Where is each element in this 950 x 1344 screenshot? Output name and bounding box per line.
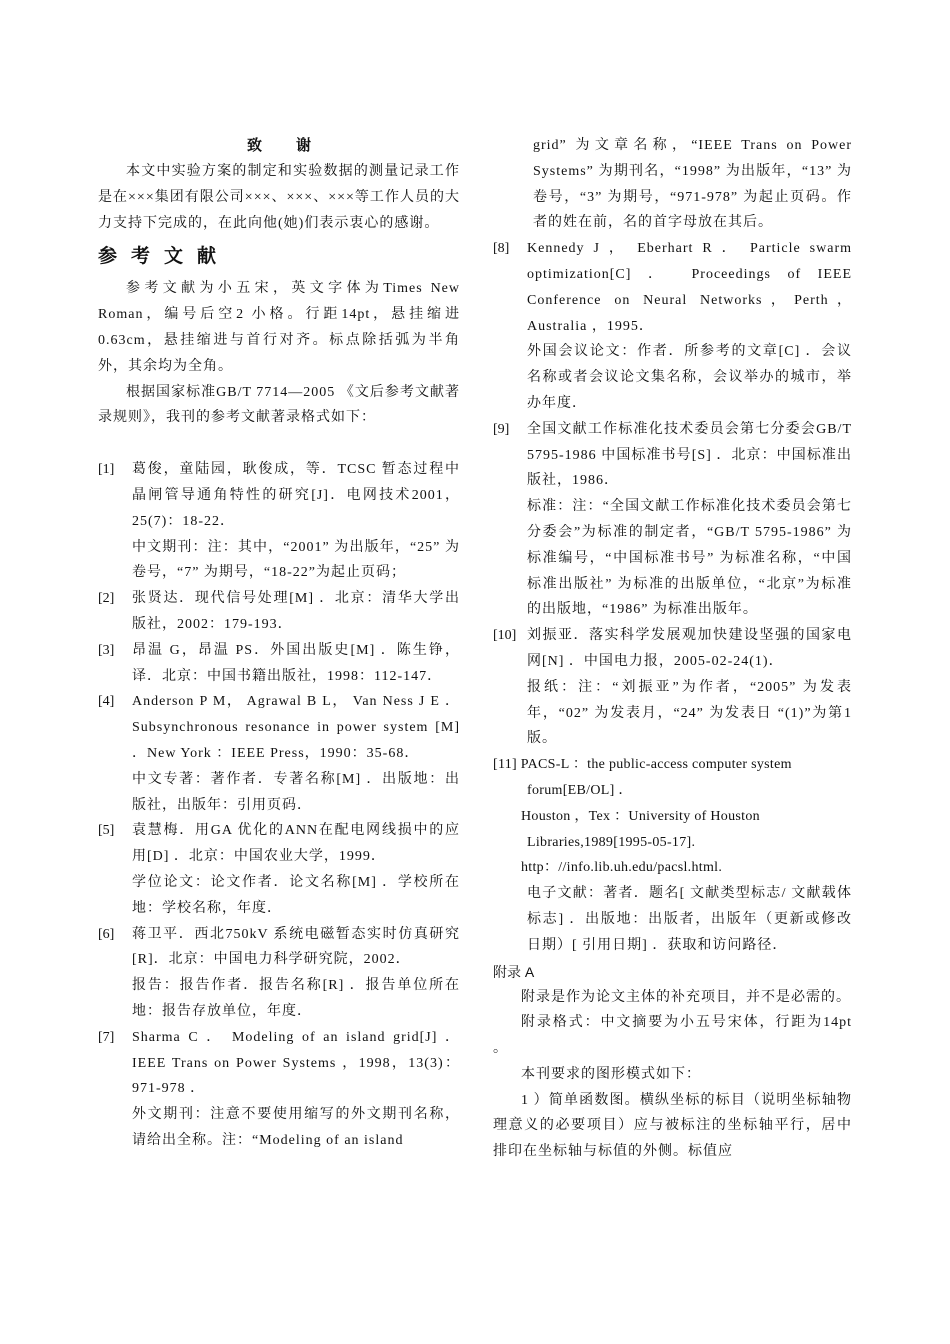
reference-item <box>493 623 852 675</box>
reference-number: [4] <box>98 694 115 710</box>
reference-text: Anderson P M， Agrawal B L， Van Ness J E ． Subsynchronous resonance in power system [M] ．New York ：IEEE Press，1990：35-68． <box>132 694 460 761</box>
reference-note: 报纸：注：“刘振亚”为作者，“2005” 为发表年，“02” 为发表月，“24” 为发表日 “(1)”为第1 版。 <box>527 679 852 747</box>
reference-note: 中文期刊：注：其中，“2001” 为出版年，“25” 为卷号，“7” 为期号，“18-22”为起止页码； <box>132 539 460 581</box>
reference-item <box>98 1025 460 1102</box>
right-column <box>493 133 852 1165</box>
reference-item <box>98 689 460 766</box>
reference-text: forum[EB/OL] ． <box>527 782 633 798</box>
reference-number: [1] <box>98 462 115 478</box>
reference-text: 蒋卫平．西北750kV 系统电磁暂态实时仿真研究[R]．北京：中国电力科学研究院，2002． <box>132 926 460 968</box>
reference-text: 袁慧梅．用GA 优化的ANN在配电网线损中的应用[D] ．北京：中国农业大学，1999． <box>132 823 460 865</box>
reference-text: 张贤达．现代信号处理[M] ．北京：清华大学出版社，2002：179-193． <box>132 591 460 632</box>
appendix-paragraph: 附录是作为论文主体的补充项目，并不是必需的。 <box>521 989 851 1005</box>
reference-text: Sharma C ． Modeling of an island grid[J] ． IEEE Trans on Power Systems ，1998，13(3)：971-978 ． <box>132 1029 460 1097</box>
references-heading: 参考文献 <box>98 246 231 268</box>
reference-text: 昂温 G，昂温 PS．外国出版史[M] ．陈生铮，译．北京：中国书籍出版社，1998：112-147． <box>132 642 460 684</box>
reference-note: 报告：报告作者．报告名称[R] ．报告单位所在地：报告存放单位，年度． <box>132 978 460 1019</box>
reference-note: 学位论文：论文作者．论文名称[M] ．学校所在地：学校名称，年度． <box>132 874 460 916</box>
reference-text: 全国文献工作标准化技术委员会第七分委会GB/T 5795-1986 中国标准书号[S] ．北京：中国标准出版社，1986． <box>527 421 852 489</box>
reference-note: 标准：注：“全国文献工作标准化技术委员会第七分委会”为标准的制定者，“GB/T 5795-1986” 为标准编号，“中国标准书号” 为标准名称，“中国标准出版社” 为标准的出版单位，“北京”为标准的出版地，“1986” 为标准出版年。 <box>527 499 852 618</box>
references-intro-1: 参考文献为小五宋，英文字体为Times New Roman，编号后空2 小格。行距14pt，悬挂缩进0.63cm，悬挂缩进与首行对齐。标点除括弧为半角外，其余均为全角。 <box>98 281 460 374</box>
references-intro-2: 根据国家标准GB/T 7714—2005 《文后参考文献著录规则》，我刊的参考文献著录格式如下： <box>98 384 460 426</box>
acknowledgement-title: 致谢 <box>246 138 345 154</box>
reference-note-continued: grid” 为文章名称，“IEEE Trans on Power Systems” 为期刊名，“1998” 为出版年，“13” 为卷号，“3” 为期号，“971-978” 为起止页码。作者的姓在前，名的首字母放在其后。 <box>533 138 852 231</box>
reference-text: 刘振亚．落实科学发展观加快建设坚强的国家电网[N] ．中国电力报，2005-02-24(1)． <box>527 628 852 669</box>
reference-item <box>98 586 460 638</box>
reference-item <box>98 818 460 870</box>
reference-text: 葛俊，童陆园，耿俊成，等．TCSC 暂态过程中晶闸管导通角特性的研究[J]．电网技术2001，25(7)：18-22． <box>132 462 460 529</box>
reference-text: http：//info.lib.uh.edu/pacsl.html. <box>521 860 723 876</box>
reference-note: 外文期刊：注意不要使用缩写的外文期刊名称，请给出全称。注：“Modeling of an island <box>132 1107 460 1148</box>
reference-number: [2] <box>98 591 115 607</box>
reference-text: Libraries,1989[1995-05-17]. <box>527 834 696 850</box>
reference-number: [6] <box>98 926 115 942</box>
reference-number: [9] <box>493 421 510 437</box>
reference-number: [5] <box>98 823 115 839</box>
reference-note: 电子文献：著者．题名[ 文献类型标志/ 文献载体标志] ．出版地：出版者，出版年（更新或修改日期）[ 引用日期] ．获取和访问路径． <box>527 886 852 953</box>
reference-note: 外国会议论文：作者．所参考的文章[C] ．会议名称或者会议论文集名称，会议举办的城市，举办年度． <box>527 344 852 411</box>
reference-note: 中文专著：著作者．专著名称[M] ．出版地：出版社，出版年：引用页码． <box>132 771 460 813</box>
appendix-paragraph: 1 ）简单函数图。横纵坐标的标目（说明坐标轴物理意义的必要项目）应与被标注的坐标轴平行，居中排印在坐标轴与标值的外侧。标值应 <box>493 1092 852 1160</box>
reference-number: [3] <box>98 642 115 658</box>
reference-number: [7] <box>98 1029 115 1045</box>
reference-item <box>493 417 852 494</box>
reference-text: [11] PACS-L ：the public-access computer system <box>493 757 792 773</box>
reference-item <box>98 922 460 974</box>
appendix-paragraph: 本刊要求的图形模式如下： <box>521 1066 701 1082</box>
reference-number: [10] <box>493 628 517 644</box>
reference-number: [8] <box>493 241 510 257</box>
appendix-paragraph: 附录格式：中文摘要为小五号宋体，行距为14pt 。 <box>493 1015 852 1057</box>
reference-item <box>98 457 460 534</box>
reference-item <box>98 638 460 690</box>
left-column <box>98 133 460 1154</box>
appendix-heading: 附录 A <box>493 963 535 980</box>
acknowledgement-body: 本文中实验方案的制定和实验数据的测量记录工作是在×××集团有限公司×××、×××、×××等工作人员的大力支持下完成的，在此向他(她)们表示衷心的感谢。 <box>98 164 460 231</box>
spacer <box>98 431 460 457</box>
reference-text: Houston ，Tex ：University of Houston <box>521 808 760 824</box>
reference-item <box>493 236 852 339</box>
reference-text: Kennedy J ， Eberhart R ． Particle swarm optimization[C] ． Proceedings of IEEE Conference on Neural Networks，Perth，Australia ，1995． <box>527 241 852 334</box>
